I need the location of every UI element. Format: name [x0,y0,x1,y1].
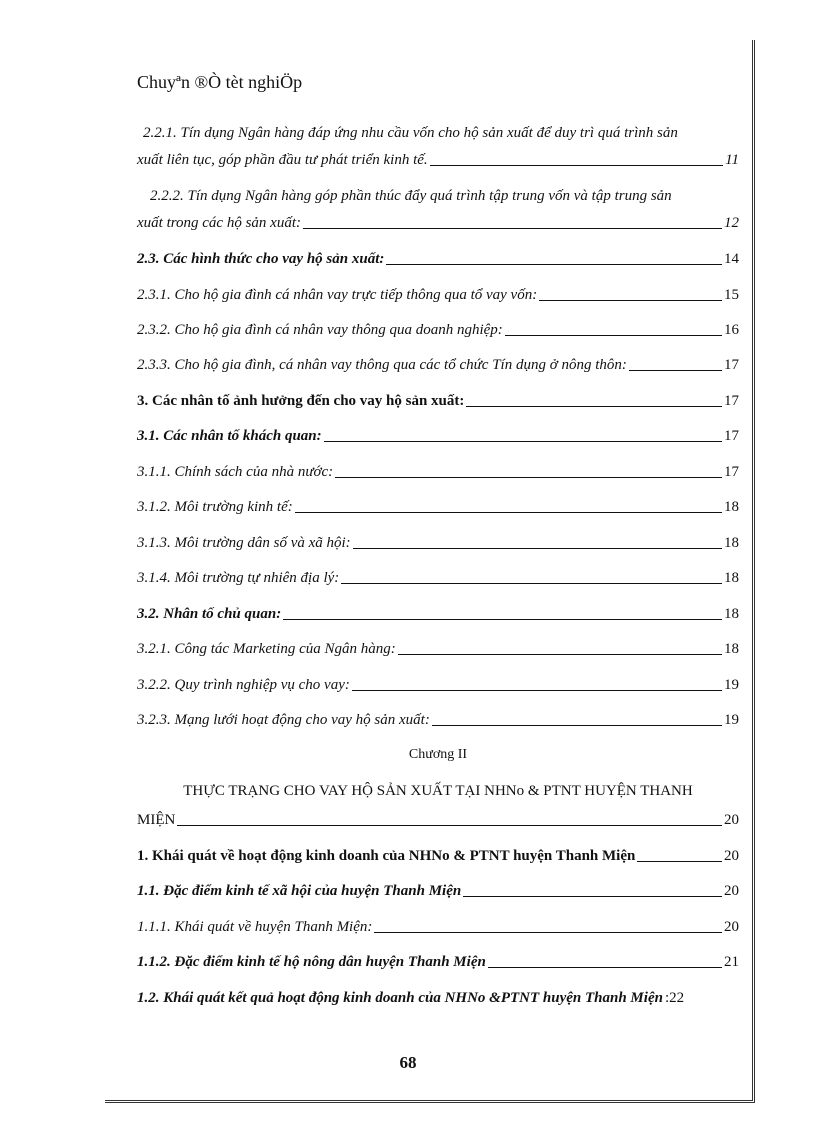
leader-line [629,369,722,371]
toc-entry-2-3-3[interactable] [137,355,739,375]
toc-page: 18 [724,499,739,515]
toc-entry-2-3-2[interactable] [137,320,739,340]
leader-line [463,895,722,897]
leader-line [539,299,722,301]
toc-text: 3.2.1. Công tác Marketing của Ngân hàng: [137,641,396,657]
toc-entry-ch2-1[interactable] [137,846,739,866]
chapter-title-line1: THỰC TRẠNG CHO VAY HỘ SẢN XUẤT TẠI NHNo & PTNT HUYỆN THANH [183,783,693,799]
toc-text: 3.2.2. Quy trình nghiệp vụ cho vay: [137,677,350,693]
toc-page: 15 [724,287,739,303]
leader-line [488,966,722,968]
toc-entry-3-1-3[interactable] [137,533,739,553]
toc-page: 12 [724,215,739,231]
leader-line [637,860,722,862]
toc-text: 3.1.4. Môi trường tự nhiên địa lý: [137,570,340,586]
toc-entry-3-2-1[interactable] [137,639,739,659]
toc-text: 3.1.2. Môi trường kinh tế: [137,499,293,515]
toc-page: 18 [724,641,739,657]
toc-page: 21 [724,954,739,970]
toc-text: 1.1. Đặc điểm kinh tế xã hội của huyện Thanh Miện [137,883,462,899]
toc-text-line2: xuất trong các hộ sản xuất: [137,215,301,231]
leader-line [295,511,722,513]
toc-text: 1.1.1. Khái quát về huyện Thanh Miện: [137,919,373,935]
leader-line [341,582,722,584]
toc-page: 18 [724,570,739,586]
toc-text: 1. Khái quát về hoạt động kinh doanh của NHNo & PTNT huyện Thanh Miện [137,848,636,864]
leader-line [430,164,723,166]
toc-text: 3. Các nhân tố ảnh hưởng đến cho vay hộ sản xuất: [137,393,465,409]
toc-page: 17 [724,357,739,373]
toc-entry-ch2-1-1-2[interactable] [137,952,739,972]
toc-text-line2: xuất liên tục, góp phần đầu tư phát triển kinh tế. [137,152,428,168]
toc-entry-2-3[interactable] [137,249,739,269]
toc-text-line1: 2.2.2. Tín dụng Ngân hàng góp phần thúc đẩy quá trình tập trung vốn và tập trung sản [150,188,672,204]
toc-text: 1.1.2. Đặc điểm kinh tế hộ nông dân huyện Thanh Miện [137,954,486,970]
leader-line [324,440,722,442]
leader-line [353,547,722,549]
toc-text: 3.2. Nhân tố chủ quan: [137,606,282,622]
leader-line [283,618,722,620]
toc-page: 20 [724,848,739,864]
toc-text: 3.2.3. Mạng lưới hoạt động cho vay hộ sản xuất: [137,712,430,728]
toc-page: 18 [724,535,739,551]
toc-entry-ch2-1-1[interactable] [137,881,739,901]
leader-line [177,824,722,826]
page-number: 68 [399,1053,417,1072]
chapter-title-line2: MIỆN [137,812,176,828]
toc-text: 3.1.1. Chính sách của nhà nước: [137,464,334,480]
toc-page: 20 [724,812,739,828]
toc-entry-3-2-2[interactable] [137,675,739,695]
toc-text: 1.2. Khái quát kết quả hoạt động kinh doanh của NHNo &PTNT huyện Thanh Miện [137,990,663,1006]
toc-page: 20 [724,919,739,935]
toc-page: 17 [724,428,739,444]
toc-text: 2.3.1. Cho hộ gia đình cá nhân vay trực tiếp thông qua tổ vay vốn: [137,287,538,303]
running-header: Chuyªn ®Ò tèt nghiÖp [137,72,303,92]
leader-line [398,653,722,655]
leader-line [432,724,722,726]
toc-page: 19 [724,677,739,693]
toc-entry-3-1[interactable] [137,426,739,446]
toc-page: 20 [724,883,739,899]
toc-entry-ch2-1-1-1[interactable] [137,917,739,937]
leader-line [303,227,722,229]
toc-entry-3-1-4[interactable] [137,568,739,588]
toc-page: 18 [724,606,739,622]
toc-text: 3.1. Các nhân tố khách quan: [137,428,322,444]
toc-page: 14 [724,251,739,267]
toc-page: 19 [724,712,739,728]
leader-line [466,405,722,407]
leader-line [505,334,722,336]
toc-text: 2.3.2. Cho hộ gia đình cá nhân vay thông qua doanh nghiệp: [137,322,503,338]
toc-entry-ch2-1-2[interactable]: 1.2. Khái quát kết quả hoạt động kinh doanh của NHNo &PTNT huyện Thanh Miện : 22 [137,990,685,1006]
toc-text: 2.3. Các hình thức cho vay hộ sản xuất: [137,251,385,267]
toc-page: 17 [724,393,739,409]
chapter-label: Chương II [408,747,468,762]
toc-entry-3-2-3[interactable] [137,710,739,730]
toc-page: 11 [725,152,739,168]
toc-entry-3-1-2[interactable] [137,497,739,517]
toc-text: 2.3.3. Cho hộ gia đình, cá nhân vay thông qua các tổ chức Tín dụng ở nông thôn: [137,357,627,373]
toc-entry-3-2[interactable] [137,604,739,624]
toc-page: 22 [669,990,685,1006]
toc-entry-2-3-1[interactable] [137,285,739,305]
toc-text: 3.1.3. Môi trường dân số và xã hội: [137,535,351,551]
leader-line [335,476,722,478]
toc-page: 16 [724,322,739,338]
toc-entry-3-1-1[interactable] [137,462,739,482]
leader-line [352,689,722,691]
leader-line [374,931,722,933]
toc-text-line1: 2.2.1. Tín dụng Ngân hàng đáp ứng nhu cầu vốn cho hộ sản xuất để duy trì quá trình sản [143,125,678,141]
toc-entry-3[interactable] [137,391,739,411]
toc-page: 17 [724,464,739,480]
leader-line [386,263,722,265]
